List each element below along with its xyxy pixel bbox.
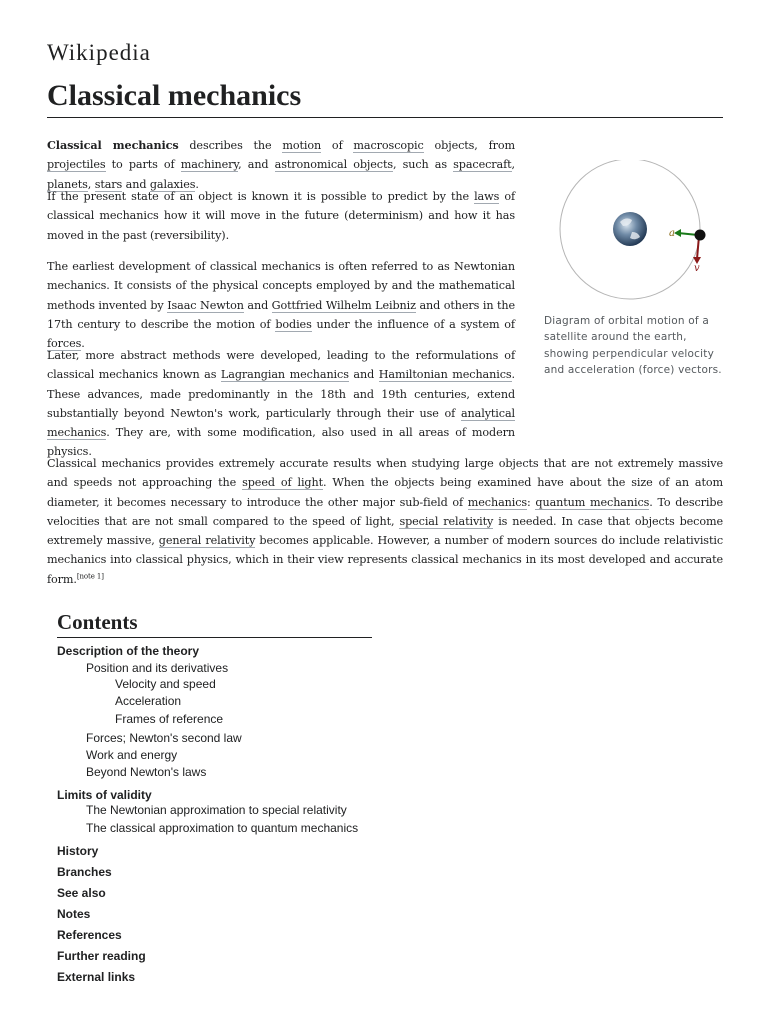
toc-item-notes[interactable]: Notes	[57, 907, 91, 921]
link-forces[interactable]: forces	[47, 337, 82, 351]
satellite-icon	[695, 230, 706, 241]
link-laws[interactable]: laws	[474, 190, 500, 203]
link-projectiles[interactable]: projectiles	[47, 158, 106, 172]
toc-title: Contents	[57, 608, 372, 638]
toc-item-frames[interactable]: Frames of reference	[115, 712, 224, 726]
toc-item-external-links[interactable]: External links	[57, 970, 136, 984]
toc-item-description[interactable]: Description of the theory	[57, 644, 200, 658]
acceleration-label: a	[669, 228, 675, 239]
link-bodies[interactable]: bodies	[275, 317, 312, 331]
link-hamiltonian-mechanics[interactable]: Hamiltonian mechanics	[378, 368, 512, 382]
toc-item-classical-approx[interactable]: The classical approximation to quantum mechanics	[86, 821, 359, 835]
page-title: Classical mechanics	[47, 77, 723, 118]
link-analytical-mechanics[interactable]: analytical mechanics	[47, 406, 515, 440]
velocity-label: v	[694, 263, 700, 274]
toc-item-see-also[interactable]: See also	[57, 886, 106, 900]
toc-item-limits[interactable]: Limits of validity	[57, 788, 152, 802]
toc-item-work-energy[interactable]: Work and energy	[86, 748, 178, 762]
toc-item-acceleration[interactable]: Acceleration	[115, 694, 182, 708]
intro-paragraph-1: Classical mechanics describes the motion of macroscopic objects, from projectiles to parts of machinery, and astronomical objects, such as spacecraft, planets, stars and galaxies.	[47, 138, 516, 191]
link-planets[interactable]: planets	[47, 177, 88, 191]
link-stars[interactable]: stars	[94, 177, 123, 191]
intro-paragraph-5: Classical mechanics provides extremely accurate results when studying large objects that are not extremely massive and speeds not approaching the speed of light. When the objects being examined have about the size of an atom diameter, it becomes necessary to introduce the other major sub-field of mechanics: quantum mechanics. To describe velocities that are not small compared to the speed of light, special relativity is needed. In case that objects become extremely massive, general relativity becomes applicable. However, a number of modern sources do include relativistic mechanics into classical physics, which in their view represents classical mechanics in its most developed and accurate form.[note 1]	[47, 457, 723, 586]
link-quantum-mechanics[interactable]: quantum mechanics	[535, 495, 650, 509]
link-motion[interactable]: motion	[282, 139, 322, 152]
link-lagrangian-mechanics[interactable]: Lagrangian mechanics	[220, 368, 349, 382]
link-gottfried-leibniz[interactable]: Gottfried Wilhelm Leibniz	[271, 298, 416, 312]
link-galaxies[interactable]: galaxies	[149, 177, 196, 191]
toc-item-beyond-newton[interactable]: Beyond Newton's laws	[86, 765, 207, 779]
toc-item-newtonian-approx[interactable]: The Newtonian approximation to special relativity	[86, 803, 347, 817]
toc-item-further-reading[interactable]: Further reading	[57, 949, 146, 963]
link-astronomical-objects[interactable]: astronomical objects	[274, 158, 394, 172]
bold-term: Classical mechanics	[47, 138, 179, 152]
link-mechanics[interactable]: mechanics	[467, 495, 528, 509]
link-machinery[interactable]: machinery	[180, 158, 239, 172]
figure-caption: Diagram of orbital motion of a satellite around the earth, showing perpendicular velocity and acceleration (force) vectors.	[544, 315, 722, 377]
toc-item-position[interactable]: Position and its derivatives	[86, 661, 229, 675]
link-general-relativity[interactable]: general relativity	[158, 534, 256, 548]
intro-paragraph-3: The earliest development of classical mechanics is often referred to as Newtonian mechanics. It consists of the physical concepts employed by and the mathematical methods invented by Isaac Newton and Gottfried Wilhelm Leibniz and others in the 17th century to describe the motion of bodies under the influence of a system of forces.	[47, 260, 515, 351]
orbit-diagram[interactable]	[540, 160, 720, 308]
link-macroscopic[interactable]: macroscopic	[353, 139, 424, 152]
wikipedia-logo[interactable]: Wikipedia	[47, 40, 151, 65]
intro-paragraph-4: Later, more abstract methods were developed, leading to the reformulations of classical mechanics known as Lagrangian mechanics and Hamiltonian mechanics. These advances, made predominantly in the 18th and 19th centuries, extend substantially beyond Newton's work, particularly through their use of analytical mechanics. They are, with some modification, also used in all areas of modern physics.	[47, 349, 515, 459]
link-speed-of-light[interactable]: speed of light	[242, 476, 323, 490]
toc-item-velocity[interactable]: Velocity and speed	[115, 677, 216, 691]
link-spacecraft[interactable]: spacecraft	[453, 158, 512, 172]
link-special-relativity[interactable]: special relativity	[399, 514, 494, 528]
toc-item-history[interactable]: History	[57, 844, 99, 858]
toc-item-references[interactable]: References	[57, 928, 122, 942]
earth-icon	[613, 212, 647, 246]
toc-item-forces[interactable]: Forces; Newton's second law	[86, 731, 242, 745]
note-reference[interactable]: [note 1]	[76, 572, 104, 581]
intro-paragraph-2: If the present state of an object is known it is possible to predict by the laws of classical mechanics how it will move in the future (determinism) and how it has moved in the past (reversibility).	[47, 190, 515, 242]
link-isaac-newton[interactable]: Isaac Newton	[167, 298, 244, 312]
toc-item-branches[interactable]: Branches	[57, 865, 112, 879]
